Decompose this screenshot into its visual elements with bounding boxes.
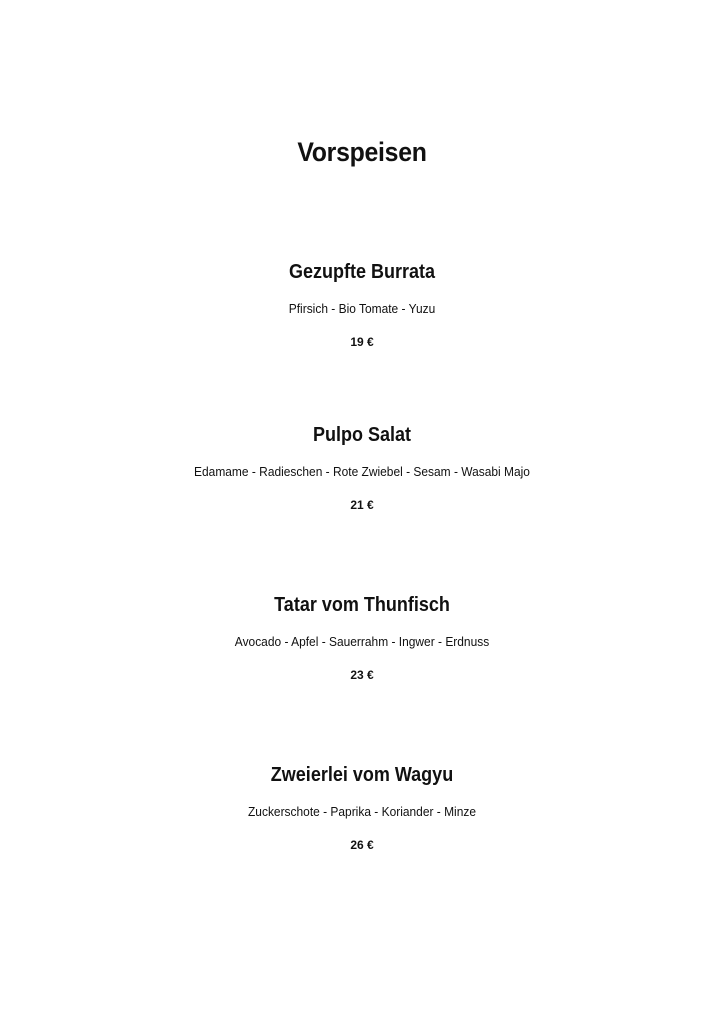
dish-name: Zweierlei vom Wagyu: [270, 764, 454, 786]
dish-price: 23 €: [350, 668, 374, 682]
dish-name: Tatar vom Thunfisch: [274, 594, 450, 616]
dish-description: Pfirsich - Bio Tomate - Yuzu: [288, 301, 436, 316]
dish-name: Gezupfte Burrata: [288, 261, 436, 283]
dish-price: 21 €: [350, 498, 374, 512]
dish-price: 19 €: [350, 335, 374, 349]
menu-item: [0, 592, 724, 683]
section-title: Vorspeisen: [297, 137, 427, 167]
menu-item: [0, 762, 724, 853]
dish-description: Edamame - Radieschen - Rote Zwiebel - Sesam - Wasabi Majo: [194, 464, 530, 479]
dish-description: Avocado - Apfel - Sauerrahm - Ingwer - Erdnuss: [234, 634, 490, 649]
dish-price: 26 €: [350, 838, 374, 852]
dish-name: Pulpo Salat: [312, 424, 412, 446]
menu-item: [0, 259, 724, 350]
dish-description: Zuckerschote - Paprika - Koriander - Minze: [248, 804, 476, 819]
menu-item: [0, 422, 724, 513]
